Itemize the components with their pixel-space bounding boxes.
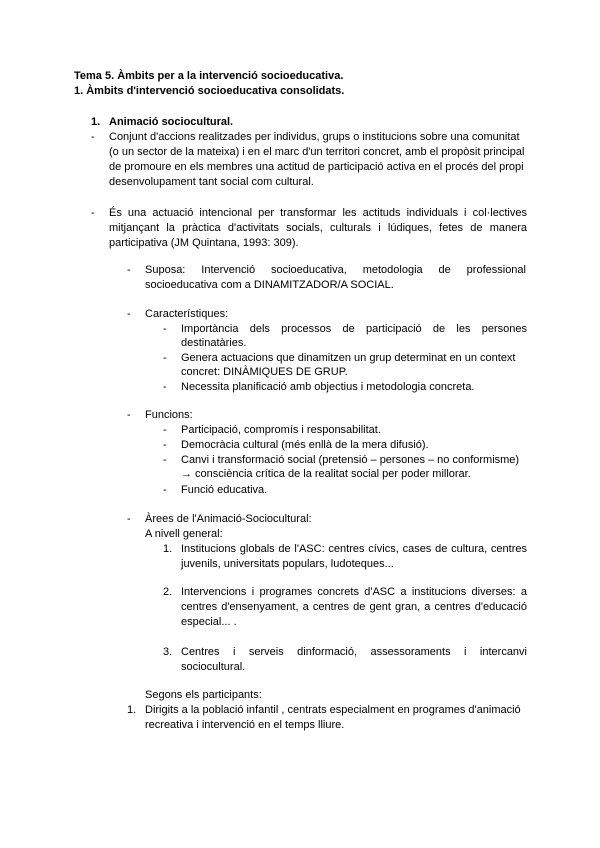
arees-participants-label: Segons els participants:: [145, 689, 262, 701]
bullet-dash: -: [163, 424, 167, 436]
bullet-dash: -: [91, 207, 95, 219]
paragraph-line: Conjunt d'accions realitzades per individus, grups o institucions sobre una comunitat: [109, 131, 520, 143]
list-number: 1.: [127, 704, 137, 716]
list-number: 1.: [163, 543, 173, 555]
area-line: Institucions globals de l'ASC: centres cívics, cases de cultura, centres: [181, 543, 527, 555]
area-line: sociocultural.: [181, 661, 246, 673]
funcions-title: Funcions:: [145, 409, 193, 421]
area-line: especial... .: [181, 616, 237, 628]
area-line: centres d'ensenyament, a centres de gent gran, a centres d'educació: [181, 601, 527, 613]
participant-line: Dirigits a la població infantil , centrats especialment en programes d'animació: [145, 704, 521, 716]
suposa-line: socioeducativa com a DINAMITZADOR/A SOCIAL.: [145, 279, 394, 291]
bullet-dash: -: [163, 484, 167, 496]
participant-line: recreativa i intervenció en el temps lliure.: [145, 719, 345, 731]
area-line: Intervencions i programes concrets d'ASC a institucions diverses: a: [181, 586, 527, 598]
funcio-line: Democràcia cultural (més enllà de la mera difusió).: [181, 439, 429, 451]
caracteristica-line: Genera actuacions que dinamitzen un grup determinat en un context: [181, 352, 516, 364]
bullet-dash: -: [127, 513, 131, 525]
paragraph-line: mitjançant la pràctica d'activitats socials, culturals i lúdiques, fetes de manera: [109, 222, 527, 234]
section-title: Animació sociocultural.: [109, 116, 234, 128]
paragraph-line: de promoure en els membres una actitud de participació activa en el procés del propi: [109, 161, 524, 173]
suposa-line: Suposa: Intervenció socioeducativa, metodologia de professional: [145, 264, 526, 276]
section-number: 1.: [91, 116, 101, 128]
funcio-line: Participació, compromís i responsabilitat.: [181, 424, 381, 436]
bullet-dash: -: [163, 439, 167, 451]
bullet-dash: -: [163, 454, 167, 466]
caracteristiques-title: Característiques:: [145, 308, 229, 320]
bullet-dash: -: [91, 131, 95, 143]
bullet-dash: -: [163, 323, 167, 335]
area-line: juvenils, universitats populars, ludoteques...: [181, 558, 394, 570]
bullet-dash: -: [163, 381, 167, 393]
bullet-dash: -: [127, 308, 131, 320]
paragraph-line: participativa (JM Quintana, 1993: 309).: [109, 237, 299, 249]
bullet-dash: -: [127, 264, 131, 276]
funcio-line: → consciència crítica de la realitat social per poder millorar.: [181, 468, 471, 480]
paragraph-line: desenvolupament tant social com cultural.: [109, 176, 314, 188]
area-line: Centres i serveis dinformació, assessoraments i intercanvi: [181, 646, 527, 658]
caracteristica-line: Necessita planificació amb objectius i metodologia concreta.: [181, 381, 475, 393]
paragraph-line: (o un sector de la mateixa) i en el marc d'un territori concret, amb el propòsit principal: [109, 146, 525, 158]
caracteristica-line: Importància dels processos de participació de les persones: [181, 323, 527, 335]
document-title: Tema 5. Àmbits per a la intervenció socioeducativa.: [74, 70, 344, 82]
funcio-line: Canvi i transformació social (pretensió – persones – no conformisme): [181, 454, 520, 466]
caracteristica-line: concret: DINÀMIQUES DE GRUP.: [181, 366, 348, 378]
paragraph-line: És una actuació intencional per transformar les actituds individuals i col·lectives: [109, 207, 527, 219]
document-subtitle: 1. Àmbits d'intervenció socioeducativa consolidats.: [74, 85, 345, 97]
arees-general-label: A nivell general:: [145, 528, 223, 540]
list-number: 2.: [163, 586, 173, 598]
bullet-dash: -: [163, 352, 167, 364]
bullet-dash: -: [127, 409, 131, 421]
funcio-line: Funció educativa.: [181, 484, 268, 496]
caracteristica-line: destinatàries.: [181, 337, 247, 349]
arees-title: Àrees de l'Animació-Sociocultural:: [145, 513, 312, 525]
list-number: 3.: [163, 646, 173, 658]
